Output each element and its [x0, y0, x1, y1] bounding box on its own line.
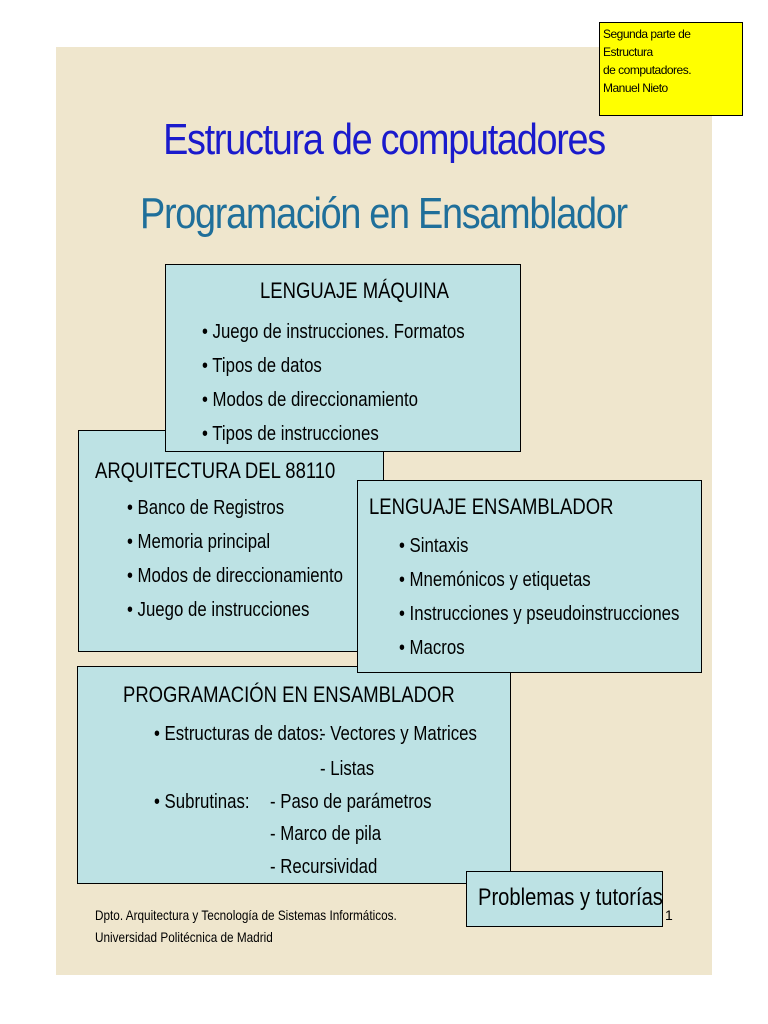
note-line: Segunda parte de Estructura — [603, 27, 691, 59]
box-lenguaje-maquina — [165, 264, 521, 452]
box-programacion — [77, 666, 511, 884]
footer-line: Dpto. Arquitectura y Tecnología de Sistemas Informáticos. — [95, 907, 397, 923]
slide-title: Estructura de computadores — [163, 115, 605, 164]
box-arquitectura — [78, 430, 384, 652]
box-heading: LENGUAJE MÁQUINA — [260, 278, 449, 303]
estructuras-label: • Estructuras de datos: — [154, 723, 324, 745]
bullet-list — [202, 315, 515, 451]
list-item: • Juego de instrucciones. Formatos — [202, 315, 465, 349]
list-item: • Memoria principal — [127, 525, 343, 559]
bullet-list — [399, 529, 733, 665]
estructuras-item: - Listas — [320, 758, 375, 780]
yellow-note — [599, 22, 743, 116]
list-item: • Tipos de instrucciones — [202, 417, 465, 451]
box-problemas — [466, 871, 663, 927]
problemas-label: Problemas y tutorías — [478, 884, 663, 911]
list-item: • Mnemónicos y etiquetas — [399, 563, 679, 597]
note-line: de computadores. — [603, 63, 692, 77]
bullet-list — [127, 491, 384, 627]
footer — [95, 904, 397, 948]
box-heading: LENGUAJE ENSAMBLADOR — [369, 494, 614, 519]
list-item: • Instrucciones y pseudoinstrucciones — [399, 597, 679, 631]
list-item: • Sintaxis — [399, 529, 679, 563]
list-item: • Banco de Registros — [127, 491, 343, 525]
list-item: • Juego de instrucciones — [127, 593, 343, 627]
list-item: • Macros — [399, 631, 679, 665]
subrutinas-item: - Recursividad — [270, 856, 378, 878]
note-line: Manuel Nieto — [603, 81, 668, 95]
box-heading: ARQUITECTURA DEL 88110 — [95, 458, 336, 483]
subrutinas-label: • Subrutinas: — [154, 791, 250, 813]
list-item: • Tipos de datos — [202, 349, 465, 383]
list-item: • Modos de direccionamiento — [202, 383, 465, 417]
footer-line: Universidad Politécnica de Madrid — [95, 929, 273, 945]
subrutinas-item: - Paso de parámetros — [270, 791, 432, 813]
box-lenguaje-ensamblador — [357, 480, 702, 673]
estructuras-item: - Vectores y Matrices — [320, 723, 477, 745]
subrutinas-item: - Marco de pila — [270, 823, 382, 845]
page-number: 1 — [665, 907, 673, 923]
list-item: • Modos de direccionamiento — [127, 559, 343, 593]
slide-subtitle: Programación en Ensamblador — [140, 189, 627, 238]
box-heading: PROGRAMACIÓN EN ENSAMBLADOR — [123, 682, 455, 707]
